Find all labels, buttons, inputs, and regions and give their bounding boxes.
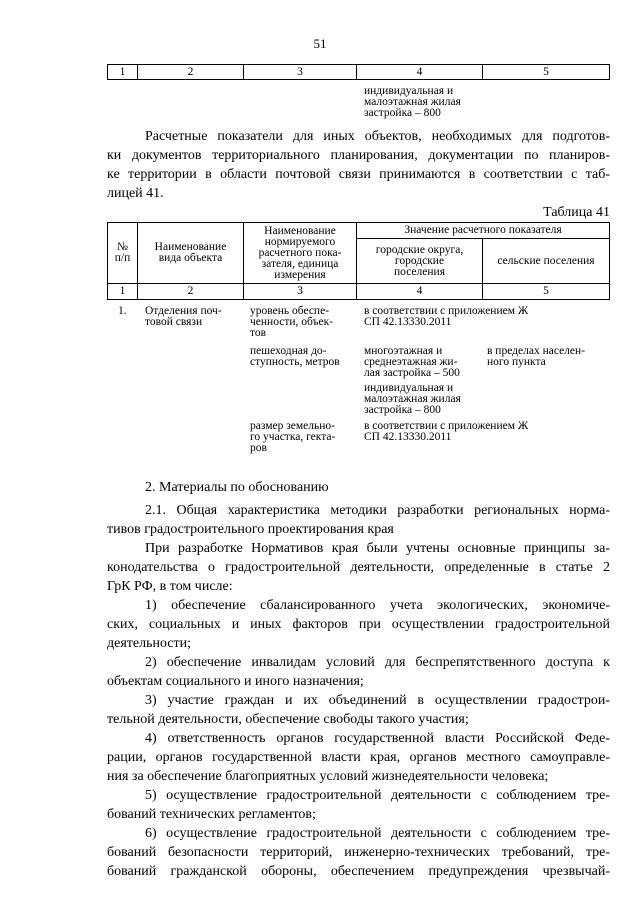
row-access-urban-1: многоэтажная и среднеэтажная жи- лая застройка – 500 — [364, 345, 460, 379]
col-number-5: 5 — [482, 283, 610, 300]
header-object-type: Наименование вида объекта — [137, 222, 244, 284]
col-number-2: 2 — [137, 283, 244, 300]
header-value: Значение расчетного показателя — [356, 222, 610, 239]
row-access-urban-2: индивидуальная и малоэтажная жилая застройка – 800 — [364, 382, 461, 416]
list-item: 1) обеспечение сбалансированного учета экологических, экономиче- ских, социальных и иных факторов при осуществлении градостроительной деятельности; — [107, 598, 610, 651]
top-table-col-5: 5 — [482, 64, 610, 80]
list-item: 2) обеспечение инвалидам условий для беспрепятственного доступа к объектам социального и иного назначения; — [107, 655, 610, 689]
header-number: № п/п — [107, 222, 138, 284]
top-table-col-4: 4 — [356, 64, 483, 80]
header-rural: сельские поселения — [482, 238, 610, 284]
col-number-4: 4 — [356, 283, 483, 300]
row-plot-value: в соответствии с приложением Ж СП 42.13330.2011 — [364, 420, 529, 443]
row-access-rural: в пределах населен- ного пункта — [487, 345, 586, 368]
header-indicator: Наименование нормируемого расчетного пока- зателя, единица измерения — [243, 222, 357, 284]
row-object: Отделения поч- товой связи — [145, 305, 222, 328]
page-number: 51 — [313, 36, 327, 51]
row-level-name: уровень обеспе- ченности, объек- тов — [250, 305, 334, 339]
row-plot-name: размер земельно- го участка, гекта- ров — [250, 420, 336, 454]
row-number: 1. — [118, 305, 127, 317]
col-number-1: 1 — [107, 283, 138, 300]
row-level-value: в соответствии с приложением Ж СП 42.13330.2011 — [364, 305, 529, 328]
intro-paragraph: Расчетные показатели для иных объектов, необходимых для подготов- ки документов территориального планирования, документации по планиров- ке территории в области почтовой связи принимаются в соответствии с таб- лицей 41. — [107, 129, 610, 201]
row-access-name: пешеходная до- ступность, метров — [250, 345, 340, 368]
list-item: 4) ответственность органов государственной власти Российской Феде- рации, органов государственной власти края, органов местного самоуправле- ния за обеспечение благоприятных условий жизнедеятельности человека; — [107, 731, 610, 784]
col-number-3: 3 — [243, 283, 357, 300]
header-urban: городские округа, городские поселения — [356, 238, 483, 284]
section-heading: 2. Материалы по обоснованию — [145, 480, 329, 495]
top-table-col-2: 2 — [137, 64, 244, 80]
paragraph-1: При разработке Нормативов края были учтены основные принципы за- конодательства о градостроительной деятельности, определенные в статье 2 ГрК РФ, в том числе: — [107, 541, 610, 594]
list-item: 6) осуществление градостроительной деятельности с соблюдением тре- бований безопасности территорий, инженерно-технических требований, тре- бований гражданской обороны, обеспечением предупреждения чрезвычай- — [107, 826, 610, 879]
top-table-col-3: 3 — [243, 64, 357, 80]
list-item: 5) осуществление градостроительной деятельности с соблюдением тре- бований технических регламентов; — [107, 788, 610, 822]
table-caption: Таблица 41 — [543, 205, 610, 220]
top-table-continuation: индивидуальная и малоэтажная жилая застройка – 800 — [364, 85, 461, 119]
top-table-col-1: 1 — [107, 64, 138, 80]
list-item: 3) участие граждан и их объединений в осуществлении градострои- тельной деятельности, обеспечение свободы такого участия; — [107, 693, 610, 727]
subsection-heading: 2.1. Общая характеристика методики разработки региональных норма- тивов градостроительного проектирования края — [107, 503, 610, 537]
